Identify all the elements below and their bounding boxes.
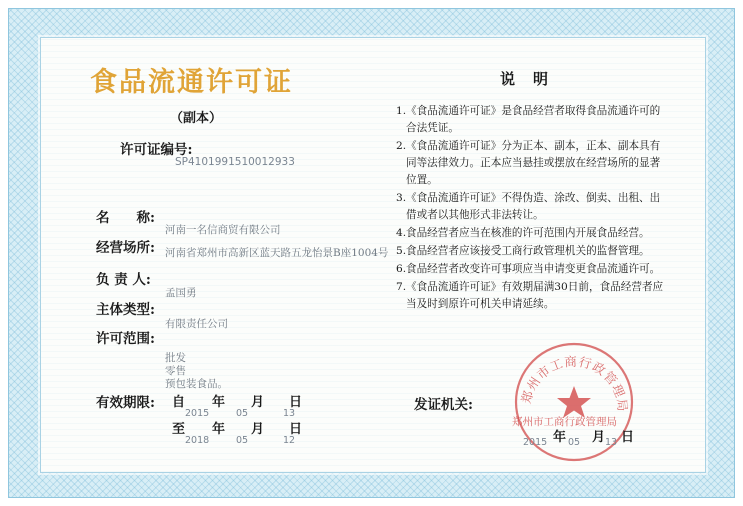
- issue-month-word: 月: [592, 430, 606, 445]
- explanation-item: 7.《食品流通许可证》有效期届满30日前，食品经营者应 当及时到原许可机关申请延续。: [396, 281, 664, 310]
- issue-month-value: 05: [568, 437, 581, 448]
- to-month-value: 05: [236, 435, 249, 446]
- explanation-item: 5.食品经营者应该接受工商行政管理机关的监督管理。: [396, 245, 650, 257]
- issue-day-word: 日: [621, 430, 635, 445]
- to-year-value: 2018: [185, 435, 210, 446]
- scope-label: 许可范围:: [96, 331, 155, 347]
- entity-type-value: 有限责任公司: [165, 318, 228, 330]
- scope-line: 零售: [165, 365, 186, 377]
- certificate-subtitle: （副本）: [170, 111, 223, 126]
- to-month-word: 月: [251, 422, 265, 437]
- from-year-word: 年: [212, 395, 226, 410]
- issue-year-word: 年: [553, 430, 567, 445]
- from-month-value: 05: [236, 408, 249, 419]
- explanation-item: 2.《食品流通许可证》分为正本、副本，正本、副本具有 同等法律效力。正本应当悬挂或摆放在经营场所的显著 位置。: [396, 140, 661, 186]
- from-month-word: 月: [251, 395, 265, 410]
- issue-day-value: 13: [605, 437, 618, 448]
- to-day-value: 12: [283, 435, 296, 446]
- explanation-item: 3.《食品流通许可证》不得伪造、涂改、倒卖、出租、出 借或者以其他形式非法转让。: [396, 192, 661, 221]
- to-year-word: 年: [212, 422, 226, 437]
- license-number-value: SP4101991510012933: [175, 156, 295, 168]
- issue-year-value: 2015: [523, 437, 548, 448]
- from-day-word: 日: [289, 395, 303, 410]
- explanation-item: 6.食品经营者改变许可事项应当申请变更食品流通许可。: [396, 263, 661, 275]
- from-day-value: 13: [283, 408, 296, 419]
- to-word: 至: [172, 422, 186, 437]
- address-label: 经营场所:: [96, 240, 155, 256]
- name-value: 河南一名信商贸有限公司: [165, 224, 281, 236]
- entity-type-label: 主体类型:: [96, 302, 155, 318]
- name-label: 名 称:: [96, 210, 155, 226]
- owner-label: 负 责 人:: [96, 272, 151, 288]
- owner-value: 孟国勇: [165, 287, 197, 299]
- from-year-value: 2015: [185, 408, 210, 419]
- license-number-label: 许可证编号:: [120, 142, 193, 158]
- explanation-item: 4.食品经营者应当在核准的许可范围内开展食品经营。: [396, 227, 650, 239]
- explanation-item: 1.《食品流通许可证》是食品经营者取得食品流通许可的 合法凭证。: [396, 105, 661, 134]
- scope-line: 批发: [165, 352, 186, 364]
- seal-text: 郑州市工商行政管理局: [518, 353, 631, 413]
- address-value: 河南省郑州市高新区蓝天路五龙怡景B座1004号: [165, 247, 389, 259]
- from-word: 自: [172, 395, 186, 410]
- issuer-label: 发证机关:: [414, 397, 473, 413]
- explanation-list: [396, 103, 696, 314]
- validity-label: 有效期限:: [96, 395, 155, 411]
- scope-line: 预包装食品。: [165, 378, 228, 390]
- to-day-word: 日: [289, 422, 303, 437]
- issuer-value: 郑州市工商行政管理局: [512, 416, 617, 428]
- certificate-title: 食品流通许可证: [90, 67, 293, 98]
- explanation-title: 说明: [500, 70, 567, 88]
